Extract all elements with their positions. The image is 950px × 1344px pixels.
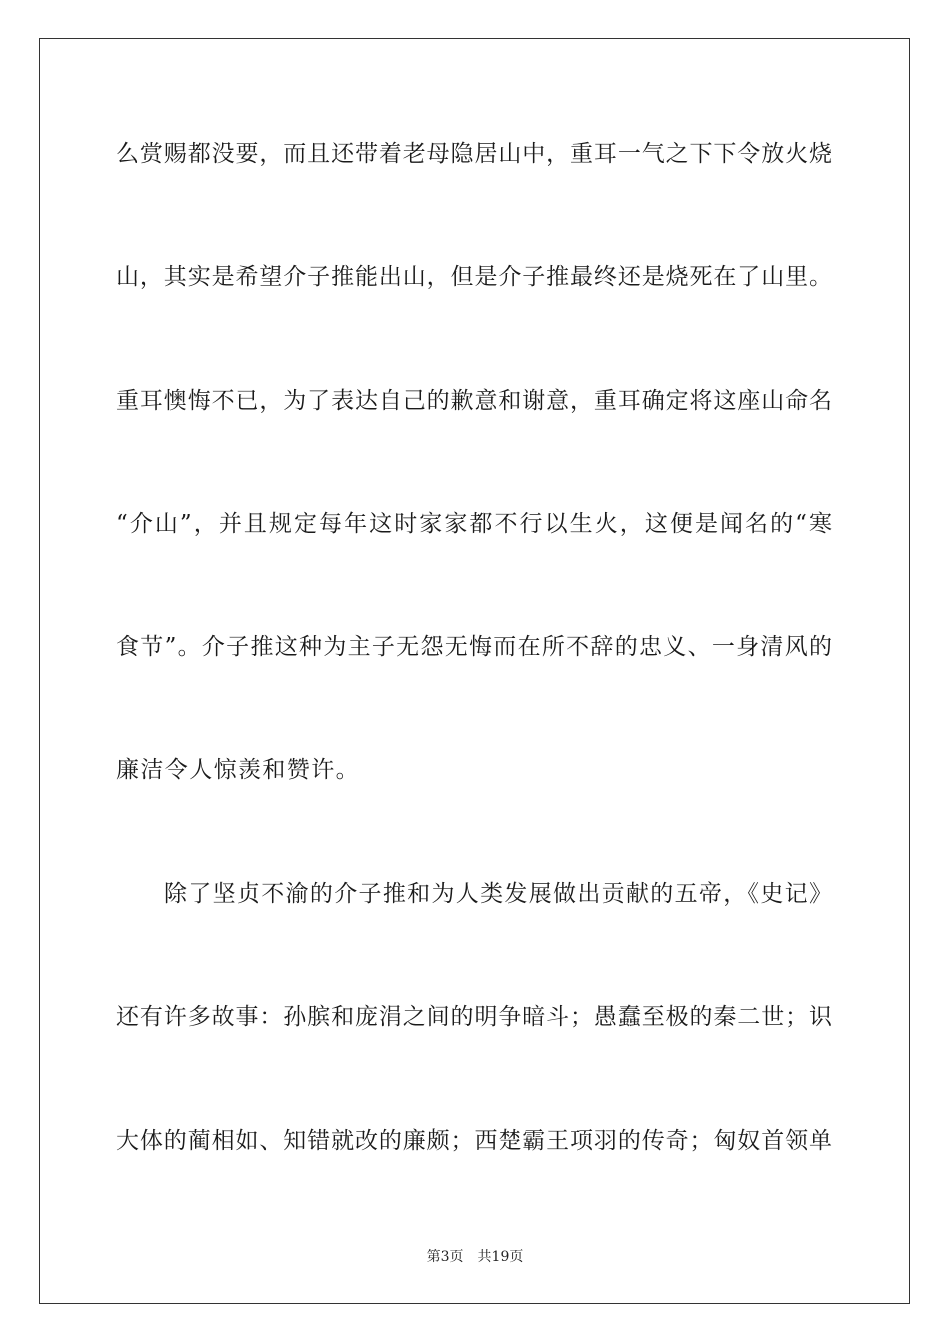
paragraph-line-7: 除了坚贞不渝的介子推和为人类发展做出贡献的五帝，《史记》 xyxy=(164,881,832,907)
paragraph-line-6: 廉洁令人惊羡和赞许。 xyxy=(116,757,360,783)
page-footer xyxy=(0,1248,950,1266)
page-border xyxy=(39,38,910,1304)
paragraph-line-5: 食节”。介子推这种为主子无怨无悔而在所不辞的忠义、一身清风的 xyxy=(116,634,832,660)
paragraph-line-3: 重耳懊悔不已，为了表达自己的歉意和谢意，重耳确定将这座山命名 xyxy=(116,388,832,414)
paragraph-line-1: 么赏赐都没要，而且还带着老母隐居山中，重耳一气之下下令放火烧 xyxy=(116,141,832,167)
paragraph-line-2: 山，其实是希望介子推能出山，但是介子推最终还是烧死在了山里。 xyxy=(116,264,832,290)
paragraph-line-9: 大体的蔺相如、知错就改的廉颇；西楚霸王项羽的传奇；匈奴首领单 xyxy=(116,1128,832,1154)
paragraph-line-8: 还有许多故事：孙膑和庞涓之间的明争暗斗；愚蠢至极的秦二世；识 xyxy=(116,1004,832,1030)
total-pages: 共19页 xyxy=(477,1249,524,1265)
page-number: 第3页 xyxy=(426,1249,464,1265)
paragraph-line-4: “介山”，并且规定每年这时家家都不行以生火，这便是闻名的“寒 xyxy=(116,511,832,537)
